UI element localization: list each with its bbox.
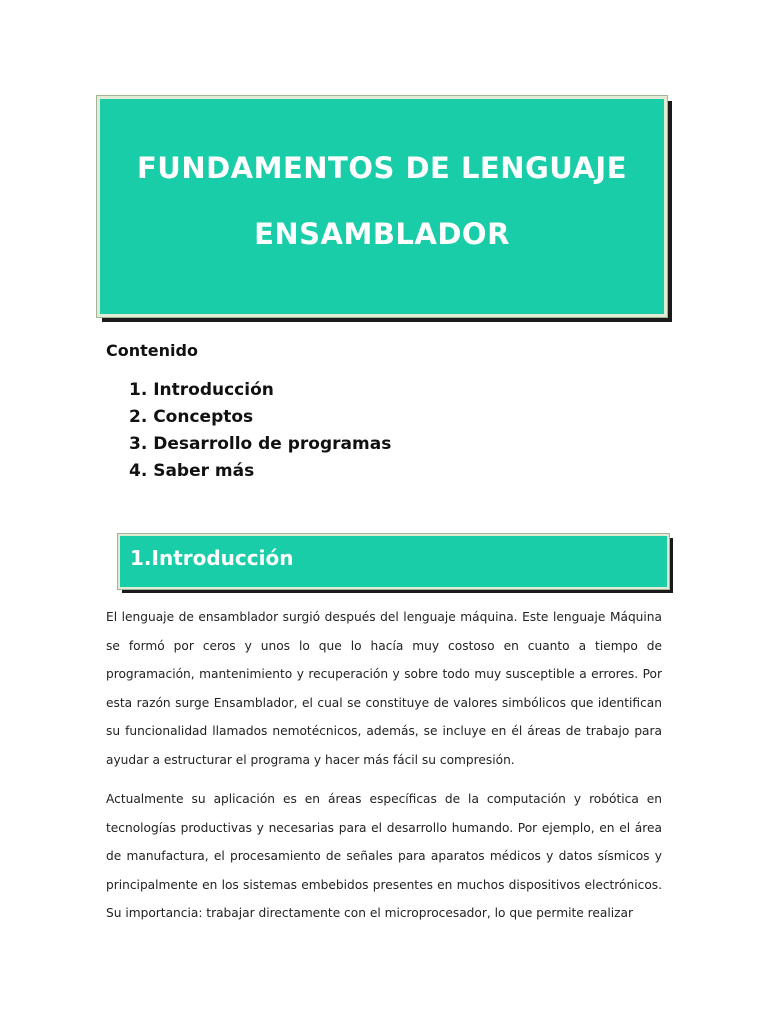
document-title-line-2: ENSAMBLADOR — [254, 217, 510, 251]
toc-item-introduccion: 1. Introducción — [129, 380, 274, 400]
toc-item-conceptos: 2. Conceptos — [129, 407, 254, 427]
paragraph: Actualmente su aplicación es en áreas específicas de la computación y robótica en tecnologías productivas y necesarias para el desarrollo humando. Por ejemplo, en el área de manufactura, el procesamiento de señales para aparatos médicos y datos sísmicos y principalmente en los sistemas embebidos presentes en muchos dispositivos electrónicos. Su importancia: trabajar directamente con el microprocesador, lo que permite realizar — [106, 792, 662, 920]
section-title: 1.Introducción — [130, 546, 294, 570]
table-of-contents — [129, 377, 391, 485]
document-title-line-1: FUNDAMENTOS DE LENGUAJE — [136, 151, 628, 185]
toc-item-saber-mas: 4. Saber más — [129, 461, 255, 481]
contents-heading: Contenido — [106, 341, 198, 360]
document-title-box — [97, 96, 667, 317]
toc-item-desarrollo: 3. Desarrollo de programas — [129, 434, 392, 454]
paragraph: El lenguaje de ensamblador surgió después del lenguaje máquina. Este lenguaje Máquina se formó por ceros y unos lo que lo hacía muy costoso en cuanto a tiempo de programación, mantenimiento y recuperación y sobre todo muy susceptible a errores. Por esta razón surge Ensamblador, el cual se constituye de valores simbólicos que identifican su funcionalidad llamados nemotécnicos, además, se incluye en él áreas de trabajo para ayudar a estructurar el programa y hacer más fácil su compresión. — [106, 610, 662, 767]
section-heading-box — [118, 534, 669, 589]
